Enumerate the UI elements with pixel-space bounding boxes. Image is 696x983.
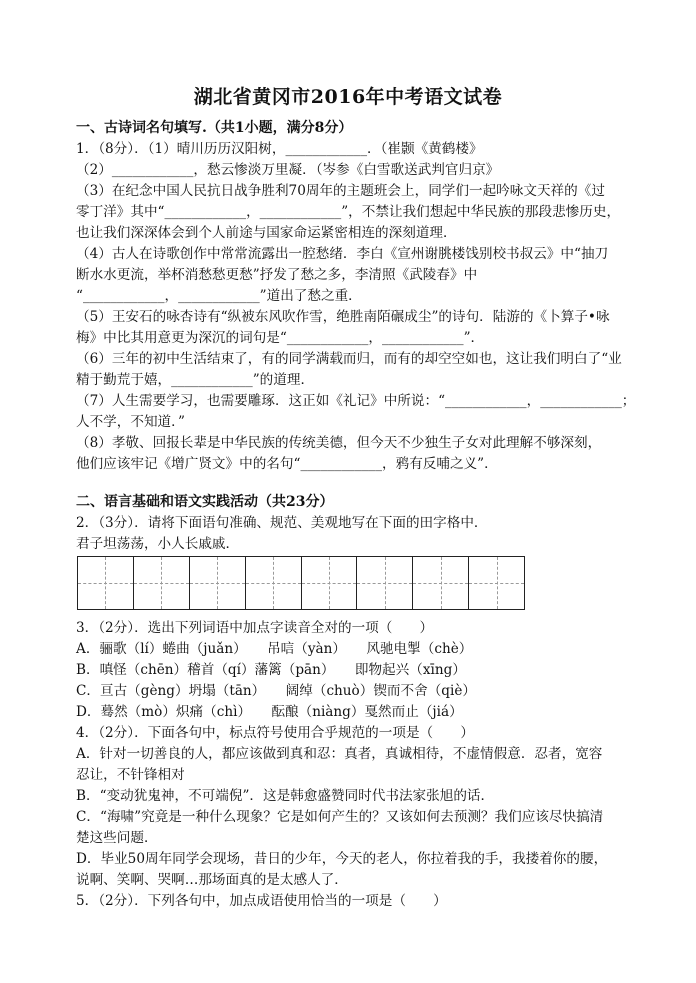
- tianzige-writing-grid[interactable]: [77, 556, 525, 610]
- grid-cell[interactable]: [134, 557, 190, 609]
- question-4-option-b: B．“变动犹鬼神，不可端倪”．这是韩愈盛赞同时代书法家张旭的话．: [76, 788, 495, 804]
- question-4-option-a: A．针对一切善良的人，都应该做到真和忍：真者，真诚相待，不虚情假意．忍者，宽容: [76, 746, 603, 762]
- question-4-option-d-cont: 说啊、笑啊、哭啊…那场面真的是太感人了．: [76, 872, 348, 888]
- question-4-option-a-cont: 忍让，不针锋相对: [76, 767, 185, 783]
- grid-cell[interactable]: [190, 557, 246, 609]
- grid-cell[interactable]: [246, 557, 302, 609]
- question-1-part-1: 1．（8分）．（1）晴川历历汉阳树，____________．（崔颢《黄鹤楼》: [76, 141, 483, 157]
- question-1-part-7: （7）人生需要学习，也需要雕琢．这正如《礼记》中所说：“____________，____________；: [76, 393, 636, 409]
- question-1-part-4: （4）古人在诗歌创作中常常流露出一腔愁绪．李白《宣州谢朓楼饯别校书叔云》中“抽刀: [76, 246, 609, 262]
- question-1-part-7-cont: 人不学，不知道．”: [76, 414, 185, 430]
- question-1-part-5-cont: 梅》中比其用意更为深沉的词句是“____________，____________”．: [76, 330, 485, 346]
- question-4: 4．（2分）．下面各句中，标点符号使用合乎规范的一项是（ ）: [76, 725, 474, 741]
- question-1-part-5: （5）王安石的咏杏诗有“纵被东风吹作雪，绝胜南陌碾成尘”的诗句．陆游的《卜算子•咏: [76, 309, 610, 325]
- question-5: 5．（2分）．下列各句中，加点成语使用恰当的一项是（ ）: [76, 893, 447, 909]
- question-3-option-a: A．骊歌（lí）蜷曲（juǎn） 吊唁（yàn） 风驰电掣（chè）: [76, 641, 473, 657]
- question-3: 3．（2分）．选出下列词语中加点字读音全对的一项（ ）: [76, 620, 434, 636]
- section-heading-1: 一、古诗词名句填写.（共1小题，满分8分）: [76, 120, 353, 136]
- question-2-sentence: 君子坦荡荡，小人长戚戚．: [76, 536, 240, 552]
- question-1-part-6: （6）三年的初中生活结束了，有的同学满载而归，而有的却空空如也，这让我们明白了“业: [76, 351, 622, 367]
- section-heading-2: 二、语言基础和语文实践活动（共23分）: [76, 494, 334, 510]
- question-4-option-d: D．毕业50周年同学会现场，昔日的少年，今天的老人，你拉着我的手，我搂着你的腰，: [76, 851, 608, 867]
- question-1-part-2: （2）____________，愁云惨淡万里凝．（岑参《白雪歌送武判官归京》: [76, 162, 500, 178]
- question-4-option-c: C．“海啸”究竟是一种什么现象？它是如何产生的？又该如何去预测？我们应该尽快搞清: [76, 809, 604, 825]
- question-3-option-c: C．亘古（gèng）坍塌（tān） 阔绰（chuò）锲而不舍（qiè）: [76, 683, 476, 699]
- question-2: 2．（3分）．请将下面语句准确、规范、美观地写在下面的田字格中．: [76, 515, 488, 531]
- grid-cell[interactable]: [357, 557, 413, 609]
- question-3-option-d: D．蓦然（mò）炽痛（chì） 酝酿（niàng）戛然而止（jiá）: [76, 704, 463, 720]
- question-1-part-3-cont: 零丁洋》其中“____________，____________”，不禁让我们想起中华民族的那段悲惨历史，: [76, 204, 621, 220]
- grid-cell[interactable]: [302, 557, 358, 609]
- page-title: 湖北省黄冈市2016年中考语文试卷: [193, 86, 503, 108]
- question-3-option-b: B．嗔怪（chēn）稽首（qí）藩篱（pān） 即物起兴（xīng）: [76, 662, 466, 678]
- question-1-part-4-cont: 断水水更流，举杯消愁愁更愁”抒发了愁之多，李清照《武陵春》中: [76, 267, 478, 283]
- question-1-part-3: （3）在纪念中国人民抗日战争胜利70周年的主题班会上，同学们一起吟咏文天祥的《过: [76, 183, 605, 199]
- grid-cell[interactable]: [469, 557, 524, 609]
- question-1-part-3-cont: 也让我们深深体会到个人前途与国家命运紧密相连的深刻道理．: [76, 225, 457, 241]
- grid-cell[interactable]: [78, 557, 134, 609]
- question-1-part-6-cont: 精于勤荒于嬉，____________”的道理．: [76, 372, 315, 388]
- question-4-option-c-cont: 楚这些问题．: [76, 830, 158, 846]
- question-1-part-8: （8）孝敬、回报长辈是中华民族的传统美德，但今天不少独生子女对此理解不够深刻，: [76, 435, 602, 451]
- question-1-part-4-cont: “____________，____________”道出了愁之重．: [76, 288, 362, 304]
- question-1-part-8-cont: 他们应该牢记《增广贤文》中的名句“____________，鸦有反哺之义”．: [76, 456, 498, 472]
- grid-cell[interactable]: [413, 557, 469, 609]
